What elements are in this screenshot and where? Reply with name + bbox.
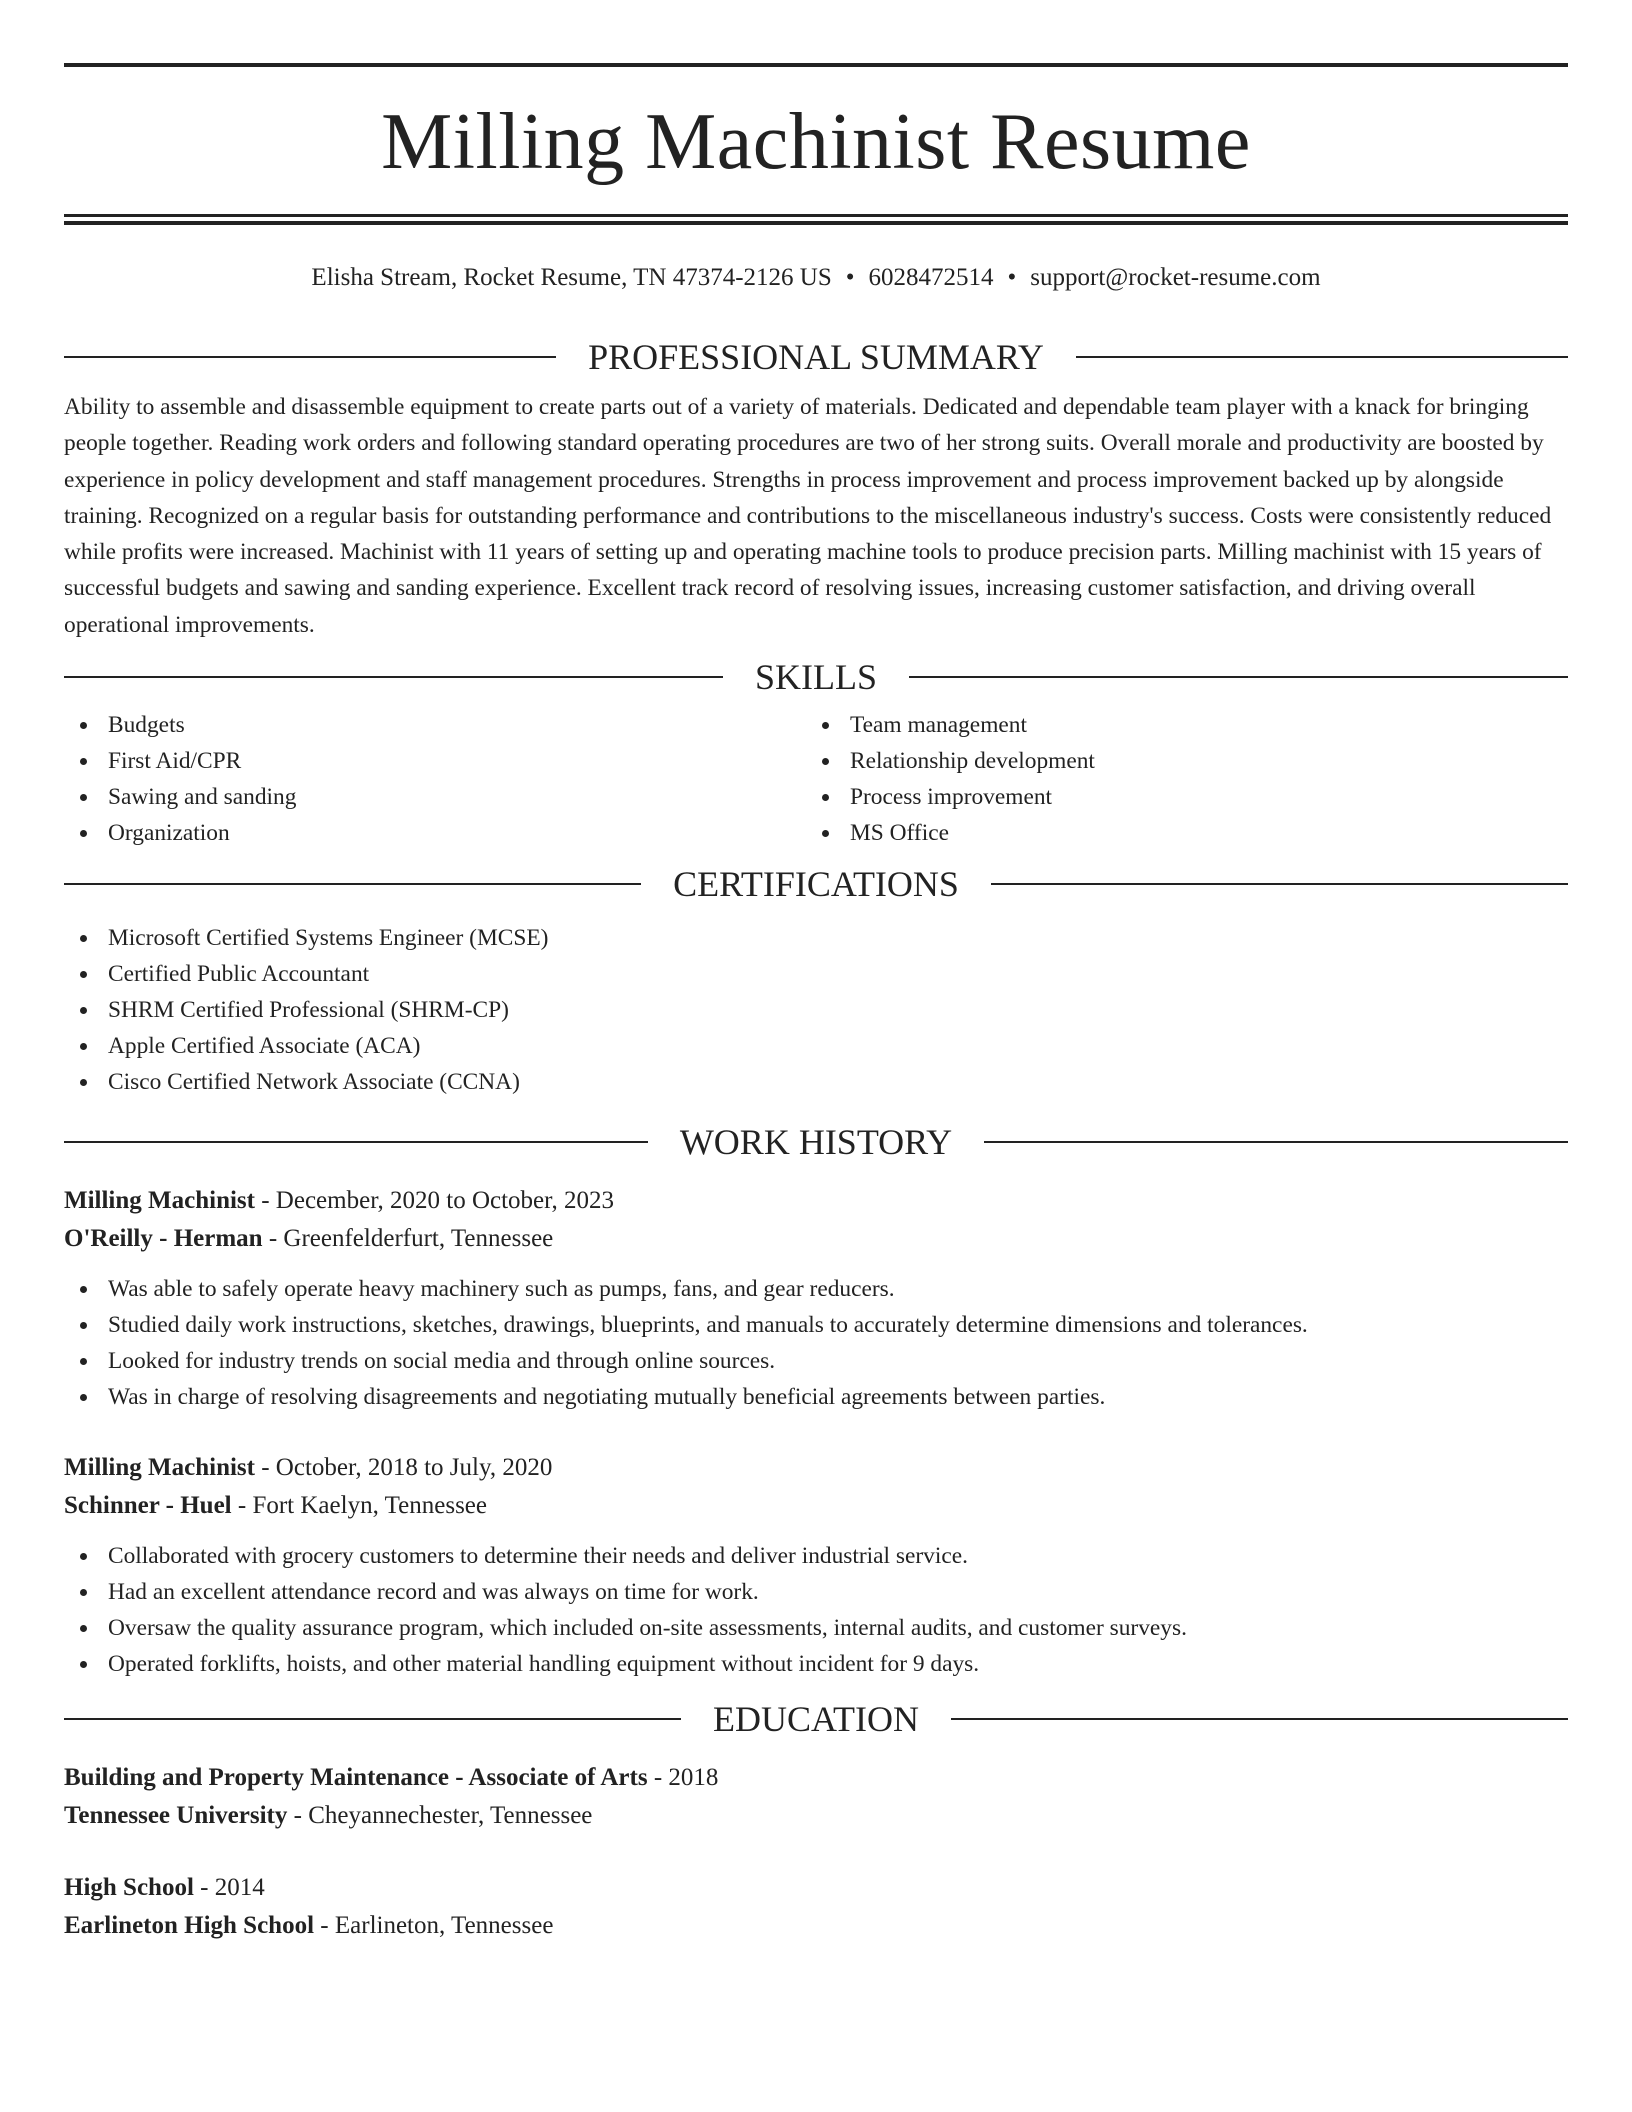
contact-separator: • [845, 264, 855, 291]
list-item: Looked for industry trends on social media and through online sources. [64, 1343, 1568, 1379]
section-header-summary [64, 335, 1568, 379]
education-entry [64, 1759, 1568, 1835]
job-dates: - October, 2018 to July, 2020 [254, 1454, 553, 1482]
list-item: SHRM Certified Professional (SHRM-CP) [64, 992, 1568, 1028]
section-rule [909, 676, 1568, 678]
section-title: WORK HISTORY [679, 1122, 953, 1163]
section-rule [64, 356, 556, 358]
education-entry [64, 1869, 1568, 1945]
contact-phone: 6028472514 [868, 264, 994, 291]
section-title: EDUCATION [713, 1699, 919, 1740]
contact-separator: • [1007, 264, 1017, 291]
degree: High School [64, 1874, 194, 1902]
degree: Building and Property Maintenance - Associate of Arts [64, 1764, 648, 1792]
list-item: Had an excellent attendance record and was always on time for work. [64, 1574, 1568, 1610]
job-title-line [64, 1182, 1568, 1220]
school: Earlineton High School [64, 1912, 315, 1940]
section-title: PROFESSIONAL SUMMARY [588, 337, 1044, 377]
list-item: MS Office [806, 815, 1548, 851]
list-item: Sawing and sanding [64, 779, 806, 815]
list-item: Certified Public Accountant [64, 956, 1568, 992]
list-item: Was in charge of resolving disagreements and negotiating mutually beneficial agreements between parties. [64, 1379, 1568, 1415]
school-location: - Earlineton, Tennessee [314, 1912, 554, 1940]
job-location: - Greenfelderfurt, Tennessee [262, 1225, 554, 1253]
work-entry [64, 1182, 1568, 1415]
section-header-education [64, 1697, 1568, 1741]
list-item: Microsoft Certified Systems Engineer (MCSE) [64, 920, 1568, 956]
list-item: Cisco Certified Network Associate (CCNA) [64, 1064, 1568, 1100]
top-rule [64, 63, 1568, 67]
section-rule [991, 883, 1568, 885]
job-duties [64, 1271, 1568, 1415]
title-double-rule [64, 214, 1568, 225]
skills-column-right [806, 707, 1548, 851]
job-title-line [64, 1449, 1568, 1487]
list-item: Was able to safely operate heavy machinery such as pumps, fans, and gear reducers. [64, 1271, 1568, 1307]
job-company: O'Reilly - Herman [64, 1225, 263, 1253]
certifications-list [64, 920, 1568, 1100]
job-duties [64, 1538, 1568, 1682]
resume-title: Milling Machinist Resume [381, 98, 1251, 186]
section-title: CERTIFICATIONS [673, 864, 959, 905]
section-rule [1076, 356, 1568, 358]
section-rule [64, 883, 641, 885]
list-item: Organization [64, 815, 806, 851]
contact-email: support@rocket-resume.com [1030, 264, 1321, 291]
job-company-line [64, 1487, 1568, 1525]
section-rule [64, 676, 723, 678]
school-line [64, 1907, 1568, 1945]
section-rule [951, 1718, 1568, 1720]
job-title: Milling Machinist [64, 1187, 255, 1215]
section-title: SKILLS [755, 657, 878, 698]
list-item: Studied daily work instructions, sketches, drawings, blueprints, and manuals to accurately determine dimensions and tolerances. [64, 1307, 1568, 1343]
degree-year: - 2014 [193, 1874, 265, 1902]
job-company: Schinner - Huel [64, 1492, 232, 1520]
school-line [64, 1797, 1568, 1835]
degree-year: - 2018 [647, 1764, 719, 1792]
contact-line [64, 261, 1568, 295]
degree-line [64, 1759, 1568, 1797]
job-title: Milling Machinist [64, 1454, 255, 1482]
section-header-skills [64, 655, 1568, 699]
list-item: Operated forklifts, hoists, and other material handling equipment without incident for 9 days. [64, 1646, 1568, 1682]
section-rule [64, 1718, 681, 1720]
list-item: Relationship development [806, 743, 1548, 779]
work-entry [64, 1449, 1568, 1682]
job-location: - Fort Kaelyn, Tennessee [231, 1492, 487, 1520]
contact-address: Elisha Stream, Rocket Resume, TN 47374-2126 US [311, 264, 832, 291]
section-header-certifications [64, 862, 1568, 906]
skills-column-left [64, 707, 806, 851]
job-dates: - December, 2020 to October, 2023 [254, 1187, 614, 1215]
list-item: First Aid/CPR [64, 743, 806, 779]
skills-grid [64, 707, 1568, 851]
school: Tennessee University [64, 1802, 288, 1830]
job-company-line [64, 1220, 1568, 1258]
summary-text: Ability to assemble and disassemble equipment to create parts out of a variety of materials. Dedicated and dependable team player with a knack for bringing people together. Reading work orders and following standard operating procedures are two of her strong suits. Overall morale and productivity are boosted by experience in policy development and staff management procedures. Strengths in process improvement and process improvement backed up by alongside training. Recognized on a regular basis for outstanding performance and contributions to the miscellaneous industry's success. Costs were consistently reduced while profits were increased. Machinist with 11 years of setting up and operating machine tools to produce precision parts. Milling machinist with 15 years of successful budgets and sawing and sanding experience. Excellent track record of resolving issues, increasing customer satisfaction, and driving overall operational improvements. [64, 394, 1552, 638]
list-item: Team management [806, 707, 1548, 743]
section-rule [64, 1141, 648, 1143]
list-item: Budgets [64, 707, 806, 743]
list-item: Collaborated with grocery customers to determine their needs and deliver industrial service. [64, 1538, 1568, 1574]
school-location: - Cheyannechester, Tennessee [287, 1802, 593, 1830]
list-item: Oversaw the quality assurance program, which included on-site assessments, internal audits, and customer surveys. [64, 1610, 1568, 1646]
degree-line [64, 1869, 1568, 1907]
list-item: Process improvement [806, 779, 1548, 815]
section-rule [984, 1141, 1568, 1143]
section-header-work [64, 1120, 1568, 1164]
list-item: Apple Certified Associate (ACA) [64, 1028, 1568, 1064]
